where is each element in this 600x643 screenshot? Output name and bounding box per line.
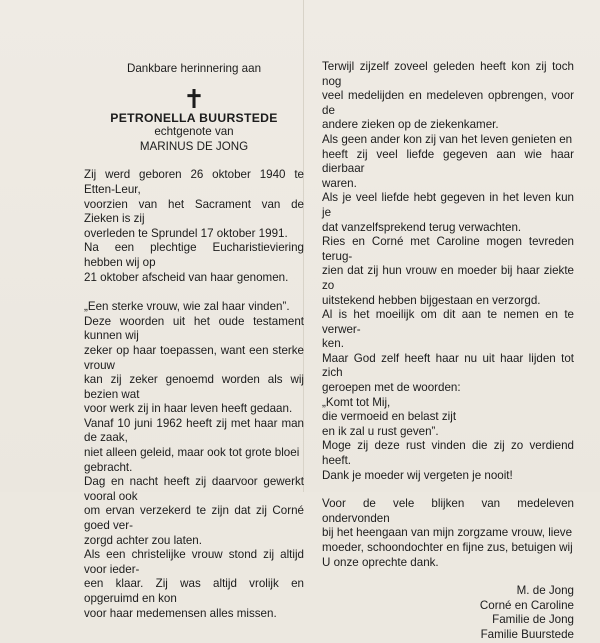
text-line: voor haar medemensen alles missen. xyxy=(84,606,277,620)
text-line: voorzien van het Sacrament van de Zieken is zij xyxy=(84,197,304,226)
text-line: Dag en nacht heeft zij daarvoor gewerkt vooral ook xyxy=(84,475,304,503)
signature-line: Corné en Caroline xyxy=(479,598,574,612)
text-line: ken. xyxy=(322,337,344,351)
text-line: Terwijl zijzelf zoveel geleden heeft kon zij toch nog xyxy=(322,60,574,88)
text-line: Als geen ander kon zij van het leven genieten en xyxy=(322,132,573,146)
right-column xyxy=(322,60,574,643)
text-line: Al is het moeilijk om dit aan te nemen en te verwer- xyxy=(322,308,574,336)
text-line: heeft zij veel liefde gegeven aan wie haar dierbaar xyxy=(322,147,574,176)
text-line: bij het heengaan van mijn zorgzame vrouw, lieve xyxy=(322,526,573,540)
text-line: een klaar. Zij was altijd vrolijk en opgeruimd en kon xyxy=(84,577,304,605)
deceased-name: PETRONELLA BUURSTEDE xyxy=(110,110,278,125)
text-line: gebracht. xyxy=(84,460,133,474)
text-line: Ries en Corné met Caroline mogen tevreden terug- xyxy=(322,235,574,263)
text-line: waren. xyxy=(322,176,357,190)
left-column xyxy=(84,62,304,621)
text-line: Als je veel liefde hebt gegeven in het leven kun je xyxy=(322,191,574,219)
text-line: andere zieken op de ziekenkamer. xyxy=(322,118,499,132)
text-line: voor werk zij in haar leven heeft gedaan. xyxy=(84,402,293,416)
text-line: Na een plechtige Eucharistieviering hebben wij op xyxy=(84,241,304,269)
text-line: moeder, schoondochter en fijne zus, betuigen wij xyxy=(322,541,573,554)
text-line: uitstekend hebben bijgestaan en verzorgd. xyxy=(322,293,541,307)
text-line: dat vanzelfsprekend terug verwachten. xyxy=(322,220,522,234)
text-line: Dank je moeder wij vergeten je nooit! xyxy=(322,468,513,482)
text-line: Als een christelijke vrouw stond zij altijd voor ieder- xyxy=(84,548,304,576)
reflection-paragraph xyxy=(322,60,574,483)
text-line: Deze woorden uit het oude testament kunnen wij xyxy=(84,314,304,343)
text-line: zeker op haar toepassen, want een sterke vrouw xyxy=(84,343,304,372)
quote-line: „Komt tot Mij, xyxy=(322,395,391,409)
cross-icon: ✝ xyxy=(183,83,205,114)
text-line: Maar God zelf heeft haar nu uit haar lijden tot zich xyxy=(322,351,574,380)
text-line: 21 oktober afscheid van haar genomen. xyxy=(84,270,289,284)
quote-line: die vermoeid en belast zijt xyxy=(322,410,457,424)
text-line: veel medelijden en medeleven opbrengen, voor de xyxy=(322,89,574,117)
text-line: Voor de vele blijken van medeleven ondervonden xyxy=(322,497,574,525)
spouse-name: MARINUS DE JONG xyxy=(139,139,249,153)
quote-line: en ik zal u rust geven”. xyxy=(322,424,439,438)
text-line: zien dat zij hun vrouw en moeder bij haar ziekte zo xyxy=(322,264,574,292)
text-line: niet alleen geleid, maar ook tot grote bloei xyxy=(84,446,300,460)
text-line: Zij werd geboren 26 oktober 1940 te Etten-Leur, xyxy=(84,168,304,196)
text-line: om ervan verzekerd te zijn dat zij Corné goed ver- xyxy=(84,504,304,533)
text-line: zorgd achter zou laten. xyxy=(84,533,202,547)
signature-block xyxy=(322,584,574,642)
signature-line: Familie Buurstede xyxy=(480,627,574,641)
card-header: Dankbare herinnering aan xyxy=(126,62,262,75)
birth-death-paragraph xyxy=(84,168,304,285)
text-line: „Een sterke vrouw, wie zal haar vinden”. xyxy=(84,300,290,314)
text-line: Vanaf 10 juni 1962 heeft zij met haar man de zaak, xyxy=(84,416,304,445)
text-line: geroepen met de woorden: xyxy=(322,381,461,395)
text-line: U onze oprechte dank. xyxy=(322,555,439,569)
signature-line: M. de Jong xyxy=(516,584,574,598)
text-line: Moge zij deze rust vinden die zij zo verdiend heeft. xyxy=(322,439,574,468)
spouse-label: echtgenote van xyxy=(154,125,234,139)
text-line: kan zij zeker genoemd worden als wij bezien wat xyxy=(84,373,304,401)
thanks-paragraph xyxy=(322,497,574,570)
signature-line: Familie de Jong xyxy=(492,613,574,627)
text-line: overleden te Sprundel 17 oktober 1991. xyxy=(84,226,288,240)
tribute-paragraph xyxy=(84,300,304,621)
